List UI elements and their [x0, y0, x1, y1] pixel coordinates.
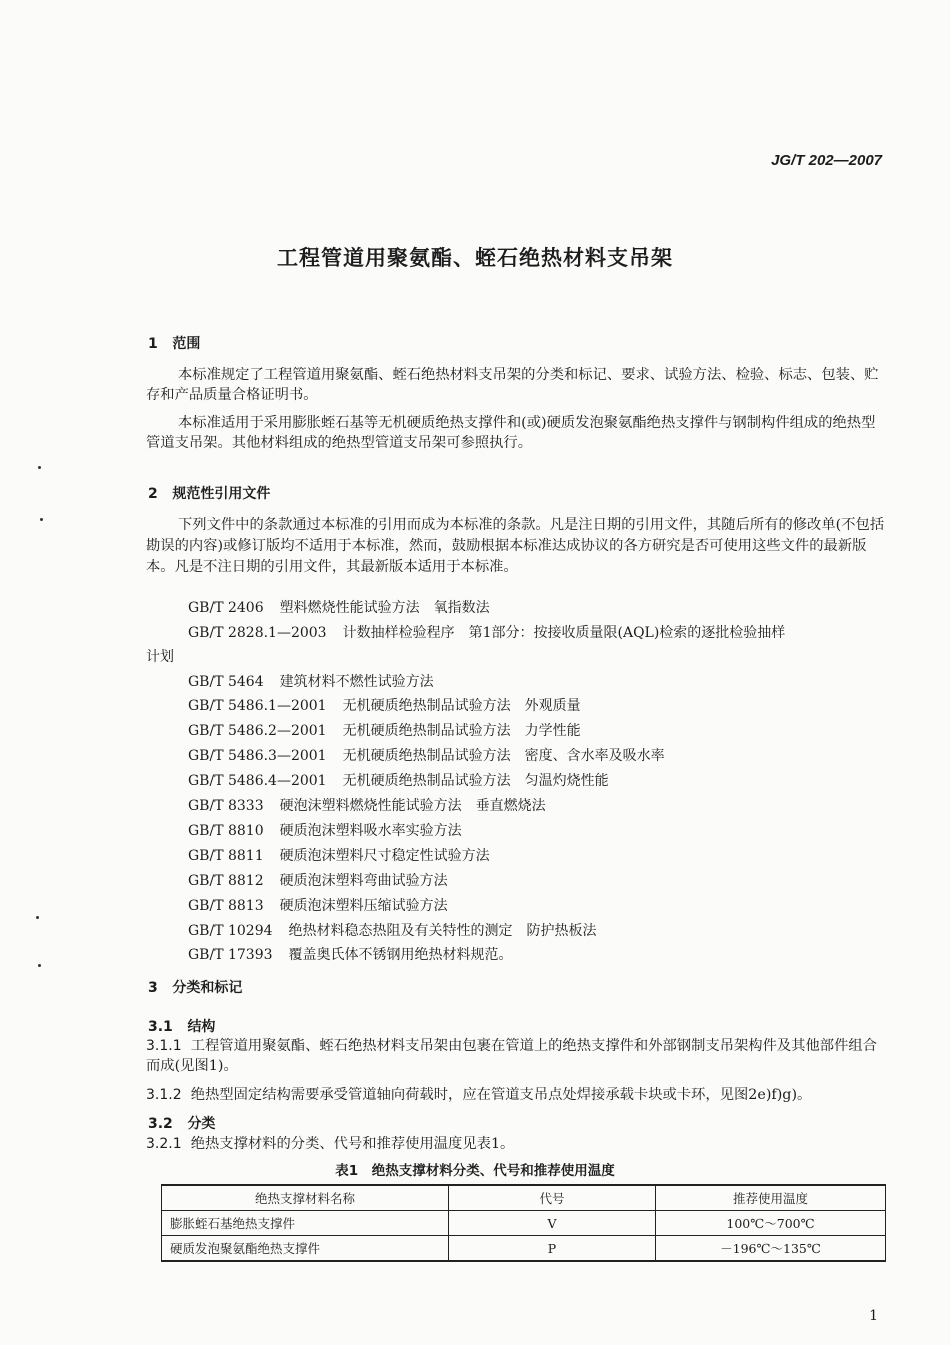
- cell-name: 硬质发泡聚氨酯绝热支撑件: [162, 1236, 449, 1262]
- reference-title: 计数抽样检验程序 第1部分：按接收质量限(AQL)检索的逐批检验抽样: [342, 625, 786, 641]
- reference-code: GB/T 5486.3—2001: [188, 748, 327, 764]
- clause-number: 3.2.1: [146, 1136, 182, 1152]
- reference-item: [188, 695, 581, 715]
- page-number: 1: [869, 1308, 878, 1324]
- cell-code: V: [449, 1211, 656, 1236]
- reference-item: [146, 646, 174, 666]
- reference-item: [188, 597, 490, 617]
- reference-title: 无机硬质绝热制品试验方法 力学性能: [342, 723, 581, 739]
- reference-code: GB/T 10294: [188, 923, 273, 939]
- section-title: 范围: [172, 336, 201, 352]
- reference-code: GB/T 17393: [188, 947, 273, 963]
- reference-item: [188, 770, 609, 790]
- reference-code: GB/T 5464: [188, 674, 264, 690]
- reference-title: 硬泡沫塑料燃烧性能试验方法 垂直燃烧法: [279, 798, 546, 814]
- reference-title: 计划: [146, 649, 174, 665]
- scan-speck: [38, 964, 41, 967]
- subsection-title: 分类: [187, 1116, 216, 1132]
- scan-speck: [36, 916, 39, 919]
- cell-code: P: [449, 1236, 656, 1262]
- reference-code: GB/T 5486.2—2001: [188, 723, 327, 739]
- section-number: 3: [148, 980, 158, 996]
- reference-code: GB/T 2406: [188, 600, 264, 616]
- reference-title: 硬质泡沫塑料尺寸稳定性试验方法: [279, 848, 490, 864]
- reference-item: [188, 745, 665, 765]
- cell-name: 膨胀蛭石基绝热支撑件: [162, 1211, 449, 1236]
- standard-number: JG/T 202—2007: [771, 152, 882, 169]
- reference-title: 硬质泡沫塑料弯曲试验方法: [279, 873, 448, 889]
- reference-item: [188, 845, 490, 865]
- subsection-number: 3.1: [148, 1019, 173, 1035]
- section-number: 2: [148, 486, 158, 502]
- reference-code: GB/T 2828.1—2003: [188, 625, 327, 641]
- section-1-heading: [148, 333, 200, 353]
- reference-item: [188, 895, 448, 915]
- reference-title: 硬质泡沫塑料吸水率实验方法: [279, 823, 462, 839]
- section-2-intro: 下列文件中的条款通过本标准的引用而成为本标准的条款。凡是注日期的引用文件，其随后所有的修改单(不包括勘误的内容)或修订版均不适用于本标准，然而，鼓励根据本标准达成协议的各方研究是否可使用这些文件的最新版本。凡是不注日期的引用文件，其最新版本适用于本标准。: [146, 517, 885, 575]
- section-title: 分类和标记: [172, 980, 243, 996]
- reference-item: [188, 920, 597, 940]
- reference-item: [188, 622, 785, 642]
- section-1-paragraph-2: 本标准适用于采用膨胀蛭石基等无机硬质绝热支撑件和(或)硬质发泡聚氨酯绝热支撑件与钢制构件组成的绝热型管道支吊架。其他材料组成的绝热型管道支吊架可参照执行。: [146, 415, 876, 451]
- reference-item: [188, 720, 581, 740]
- reference-code: GB/T 5486.4—2001: [188, 773, 327, 789]
- section-2-heading: [148, 483, 270, 503]
- page-title: 工程管道用聚氨酯、蛭石绝热材料支吊架: [277, 246, 673, 270]
- column-header-code: 代号: [449, 1185, 656, 1211]
- reference-code: GB/T 8812: [188, 873, 264, 889]
- reference-code: GB/T 8810: [188, 823, 264, 839]
- reference-code: GB/T 5486.1—2001: [188, 698, 327, 714]
- reference-title: 覆盖奥氏体不锈钢用绝热材料规范。: [288, 947, 513, 963]
- cell-temperature: 100℃～700℃: [656, 1211, 886, 1236]
- scan-speck: [38, 466, 41, 469]
- section-3-heading: [148, 977, 242, 997]
- table-header-row: [162, 1185, 886, 1211]
- reference-title: 绝热材料稳态热阻及有关特性的测定 防护热板法: [288, 923, 597, 939]
- clause-text: 绝热型固定结构需要承受管道轴向荷载时，应在管道支吊点处焊接承载卡块或卡环，见图2e)f)g)。: [190, 1087, 812, 1103]
- reference-item: [188, 671, 434, 691]
- reference-title: 无机硬质绝热制品试验方法 外观质量: [342, 698, 581, 714]
- subsection-title: 结构: [187, 1019, 216, 1035]
- scan-speck: [40, 518, 43, 521]
- reference-item: [188, 944, 513, 964]
- reference-title: 建筑材料不燃性试验方法: [279, 674, 434, 690]
- subsection-3-1-heading: [148, 1016, 215, 1036]
- reference-code: GB/T 8333: [188, 798, 264, 814]
- clause-3-1-1: [146, 1036, 891, 1076]
- column-header-name: 绝热支撑材料名称: [162, 1185, 449, 1211]
- clause-number: 3.1.1: [146, 1038, 182, 1054]
- subsection-number: 3.2: [148, 1116, 173, 1132]
- reference-title: 塑料燃烧性能试验方法 氧指数法: [279, 600, 490, 616]
- reference-item: [188, 795, 546, 815]
- reference-item: [188, 820, 462, 840]
- table-caption: 表1 绝热支撑材料分类、代号和推荐使用温度: [335, 1163, 615, 1179]
- table-row: [162, 1236, 886, 1262]
- section-1-paragraph-1: 本标准规定了工程管道用聚氨酯、蛭石绝热材料支吊架的分类和标记、要求、试验方法、检验、标志、包装、贮存和产品质量合格证明书。: [146, 367, 879, 403]
- reference-title: 无机硬质绝热制品试验方法 匀温灼烧性能: [342, 773, 609, 789]
- cell-temperature: －196℃～135℃: [656, 1236, 886, 1262]
- clause-text: 工程管道用聚氨酯、蛭石绝热材料支吊架由包裹在管道上的绝热支撑件和外部钢制支吊架构件及其他部件组合而成(见图1)。: [146, 1038, 877, 1074]
- reference-item: [188, 870, 448, 890]
- subsection-3-2-heading: [148, 1113, 215, 1133]
- clause-3-1-2: [146, 1085, 891, 1105]
- section-title: 规范性引用文件: [172, 486, 271, 502]
- reference-title: 无机硬质绝热制品试验方法 密度、含水率及吸水率: [342, 748, 665, 764]
- table-row: [162, 1211, 886, 1236]
- material-table: [161, 1184, 886, 1262]
- reference-code: GB/T 8811: [188, 848, 264, 864]
- column-header-temperature: 推荐使用温度: [656, 1185, 886, 1211]
- reference-code: GB/T 8813: [188, 898, 264, 914]
- clause-text: 绝热支撑材料的分类、代号和推荐使用温度见表1。: [190, 1136, 515, 1152]
- section-number: 1: [148, 336, 158, 352]
- reference-title: 硬质泡沫塑料压缩试验方法: [279, 898, 448, 914]
- clause-number: 3.1.2: [146, 1087, 182, 1103]
- clause-3-2-1: [146, 1134, 891, 1154]
